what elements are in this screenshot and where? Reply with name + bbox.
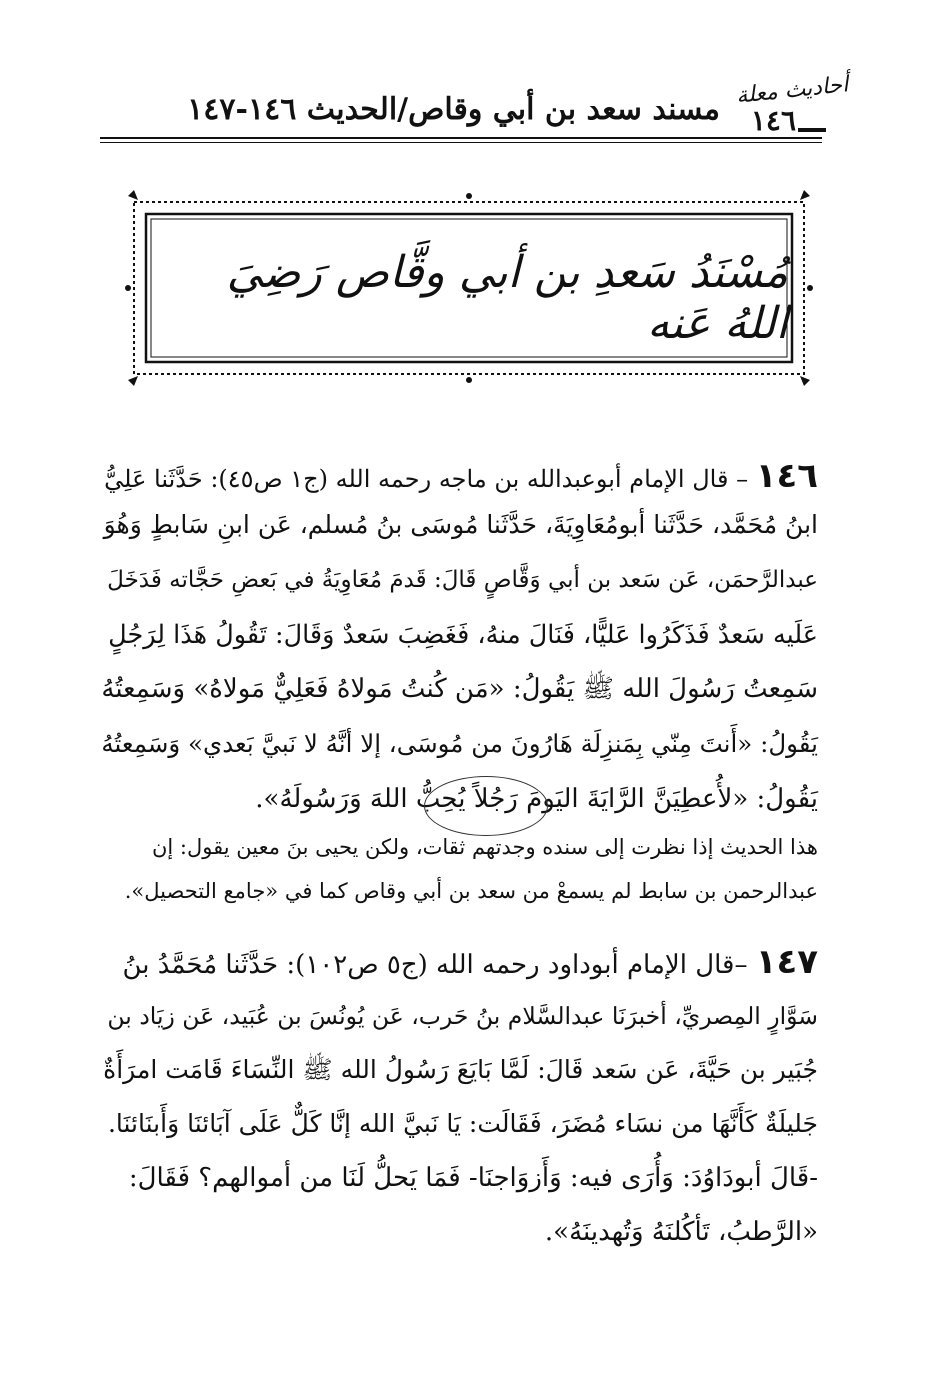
page-number: ١٤٦ <box>750 104 796 137</box>
handwritten-circle <box>424 776 548 836</box>
hadith-146-line-3: عبدالرَّحمَن، عَن سَعد بن أبي وَقَّاصٍ قَالَ: قَدمَ مُعَاوِيَةُ في بَعضِ حَجَّاته فَدَخَلَ <box>107 567 818 593</box>
hadith-146-line-5: سَمِعتُ رَسُولَ الله ﷺ يَقُولُ: «مَن كُنتُ مَولاهُ فَعَلِيٌّ مَولاهُ» وَسَمِعتُهُ <box>101 674 818 704</box>
hadith-146-line-1: ١٤٦ – قال الإمام أبوعبدالله بن ماجه رحمه الله (ج١ ص٤٥): حَدَّثَنا عَلِيُّ <box>104 456 818 496</box>
hadith-146-line-2: ابنُ مُحَمَّد، حَدَّثَنا أبومُعَاوِيَةَ، حَدَّثَنا مُوسَى بنُ مُسلم، عَن ابنِ سَابطٍ وَهُوَ <box>103 510 818 539</box>
hadith-147-line-3: جُبَير بن حَيَّةَ، عَن سَعد قَالَ: لَمَّا بَايَعَ رَسُولُ الله ﷺ النِّسَاءَ قَامَت امرَأَةٌ <box>103 1055 818 1084</box>
hadith-146-number: ١٤٦ <box>755 456 818 496</box>
hadith-146-line-7: يَقُولُ: «لأُعطِيَنَّ الرَّايَةَ اليَومَ رَجُلاً يُحِبُّ اللهَ وَرَسُولَهُ». <box>255 784 818 814</box>
hadith-147-line-5: -قَالَ أبودَاوُدَ: وَأُرَى فيه: وَأَزوَاجنَا- فَمَا يَحلُّ لَنَا من أموالهم؟ فَقَالَ: <box>128 1163 818 1193</box>
hadith-147-line-4: جَليلَةٌ كَأَنَّهَا من نسَاء مُضَرَ، فَقَالَت: يَا نَبيَّ الله إنَّا كَلٌّ عَلَى آبَائنَا وَأَبنَائنَا. <box>107 1109 818 1138</box>
header-rule-thin <box>100 142 822 143</box>
hadith-146-line-4: عَلَيه سَعدٌ فَذَكَرُوا عَليًّا، فَنَالَ منهُ، فَغَضِبَ سَعدٌ وَقَالَ: تَقُولُ هَذَا لِرَجُلٍ <box>108 620 818 650</box>
hadith-147-line-6: «الرَّطبُ، تَأكُلنَهُ وَتُهدينَهُ». <box>544 1217 818 1247</box>
section-title: مُسْنَدُ سَعدِ بن أبي وقَّاص رَضِيَ اللهُ عَنه <box>226 247 788 349</box>
hadith-146-note-line-1: هذا الحديث إذا نظرت إلى سنده وجدتهم ثقات، ولكن يحيى بنَ معين يقول: إن <box>152 835 818 859</box>
hadith-147-line-1: ١٤٧ –قال الإمام أبوداود رحمه الله (ج٥ ص١٠٢): حَدَّثَنا مُحَمَّدُ بنُ <box>122 942 818 982</box>
running-title: مسند سعد بن أبي وقاص/الحديث ١٤٦-١٤٧ <box>187 92 720 127</box>
book-label: أحاديث معلة <box>734 72 849 109</box>
header-dash <box>798 128 826 132</box>
header-rule <box>100 137 822 139</box>
hadith-147-number: ١٤٧ <box>755 942 818 982</box>
hadith-146-note-line-2: عبدالرحمن بن سابط لم يسمعْ من سعد بن أبي وقاص كما في «جامع التحصيل». <box>124 879 818 903</box>
hadith-147-line-2: سَوَّارٍ المِصريِّ، أخبرَنَا عبدالسَّلام بنُ حَرب، عَن يُونُسَ بن عُبَيد، عَن زيَاد بن <box>107 1002 818 1030</box>
hadith-146-line-6: يَقُولُ: «أَنتَ مِنّي بِمَنزِلَة هَارُونَ من مُوسَى، إلا أنَّهُ لا نَبيَّ بَعدي» وَسَمِعتُهُ <box>101 729 818 758</box>
